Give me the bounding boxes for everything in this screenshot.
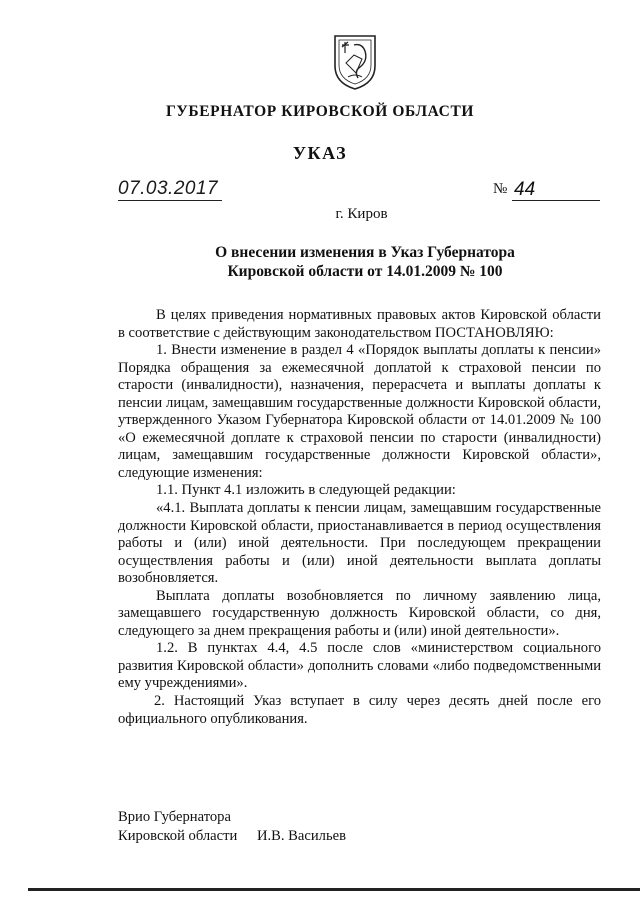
signature-block — [118, 808, 346, 846]
subject-line-2: Кировской области от 14.01.2009 № 100 — [227, 263, 503, 280]
document-type: УКАЗ — [292, 143, 348, 163]
body-paragraph: В целях приведения нормативных правовых актов Кировской области в соответствие с действующим законодательством ПОСТАНОВЛЯЮ: — [118, 307, 601, 341]
document-number: 44 — [514, 179, 536, 200]
document-subject — [0, 243, 640, 281]
body-paragraph: 1. Внести изменение в раздел 4 «Порядок выплаты доплаты к пенсии» Порядка обращения за ежемесячной доплатой к страховой пенсии по старости (инвалидности), назначения, перерасчета и выплаты доплаты к пенсии лицам, замещавшим государственные должности Кировской области, утвержденного Указом Губернатора Кировской области от 14.01.2009 № 100 «О ежемесячной доплате к страховой пенсии по старости (инвалидности) лицам, замещавшим государственные должности Кировской области», следующие изменения: — [118, 342, 601, 481]
signer-position-line-2: Кировской области — [118, 828, 238, 844]
body-paragraph: 1.2. В пунктах 4.4, 4.5 после слов «министерством социального развития Кировской области» дополнить словами «либо подведомственными ему учреждениями». — [118, 640, 601, 692]
city: г. Киров — [335, 206, 388, 222]
body-paragraph: «4.1. Выплата доплаты к пенсии лицам, замещавшим государственные должности Кировской области, приостанавливается в период осуществления работы и (или) иной деятельности. При последующем прекращении осуществления работы и (или) иной деятельности выплата доплаты возобновляется. — [118, 500, 601, 587]
body-paragraph: 1.1. Пункт 4.1 изложить в следующей редакции: — [156, 482, 456, 499]
subject-line-1: О внесении изменения в Указ Губернатора — [215, 244, 515, 261]
kirov-coat-of-arms-icon — [332, 33, 378, 91]
number-sign: № — [493, 181, 508, 197]
document-date: 07.03.2017 — [118, 178, 219, 199]
signer-name: И.В. Васильев — [256, 828, 346, 844]
body-paragraph: Выплата доплаты возобновляется по личному заявлению лица, замещавшего государственную должность Кировской области, со дня, следующего за днем прекращения работы и (или) иной деятельности». — [118, 587, 601, 639]
document-body — [118, 307, 601, 728]
page-bottom-rule — [28, 888, 640, 891]
number-underline — [512, 200, 600, 201]
signer-position-line-1: Врио Губернатора — [118, 809, 231, 825]
authority-title: ГУБЕРНАТОР КИРОВСКОЙ ОБЛАСТИ — [165, 103, 475, 120]
date-underline — [118, 200, 222, 201]
body-paragraph: 2. Настоящий Указ вступает в силу через десять дней после его официального опубликования. — [118, 693, 601, 727]
